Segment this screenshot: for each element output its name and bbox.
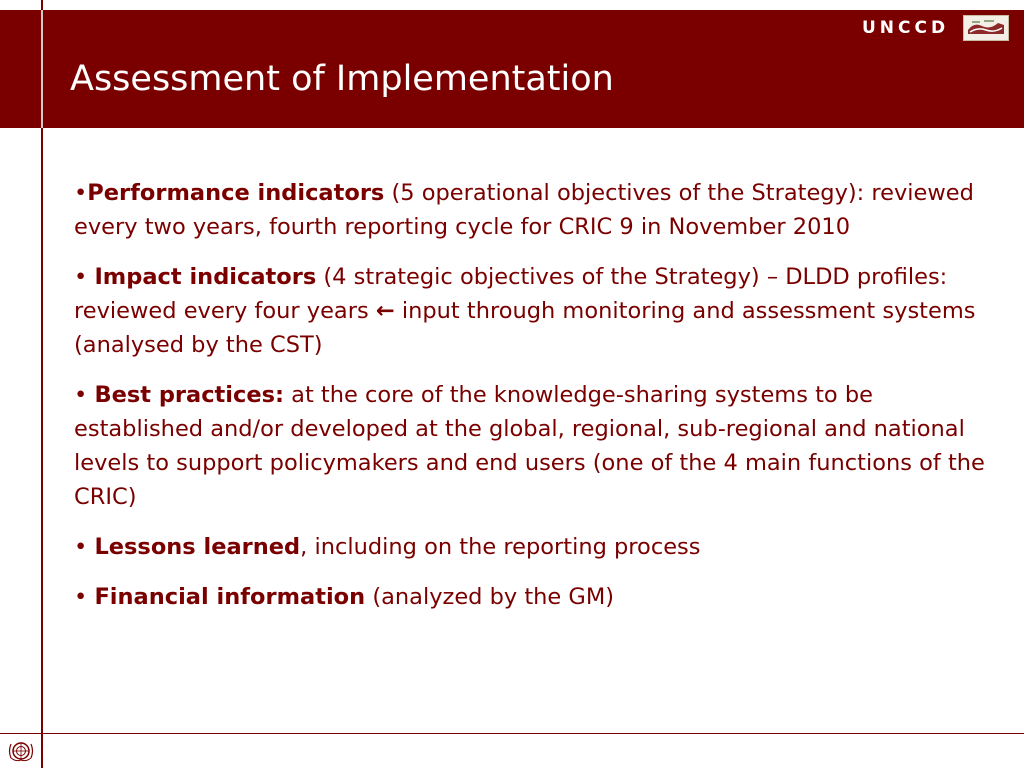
bullet-marker: • (74, 534, 95, 560)
bullet-marker: • (74, 264, 95, 290)
un-emblem-icon (6, 738, 36, 764)
bullet-term: Performance indicators (87, 180, 385, 206)
list-item (74, 378, 989, 514)
bullet-term: Best practices: (94, 382, 285, 408)
list-item (74, 260, 989, 362)
bullet-list (74, 176, 989, 630)
list-item (74, 530, 989, 564)
bullet-text: (4 strategic objectives of the Strategy) – DLDD profiles: reviewed every four years (74, 264, 948, 324)
vertical-rule-header (41, 10, 43, 128)
footer-rule (0, 733, 1024, 734)
arrow-left-icon: ← (375, 298, 395, 324)
bullet-text: at the core of the knowledge-sharing systems to be established and/or developed at the global, regional, sub-regional and national levels to support policymakers and end users (one of the 4 main functions of the CRIC) (74, 382, 985, 510)
list-item (74, 176, 989, 244)
bullet-text: (5 operational objectives of the Strategy): reviewed every two years, fourth reporting cycle for CRIC 9 in November 2010 (74, 180, 974, 240)
bullet-text: , including on the reporting process (300, 534, 701, 560)
top-strip (0, 0, 1024, 10)
unccd-flag-icon (963, 15, 1009, 41)
bullet-marker: • (74, 584, 95, 610)
bullet-term: Financial information (94, 584, 366, 610)
bullet-marker: • (74, 180, 88, 206)
bullet-term: Impact indicators (94, 264, 317, 290)
brand-logo-text: UNCCD (862, 18, 950, 38)
bullet-text-continued: input through monitoring and assessment systems (analysed by the CST) (74, 298, 976, 358)
bullet-text: (analyzed by the GM) (365, 584, 615, 610)
bullet-term: Lessons learned (94, 534, 301, 560)
list-item (74, 580, 989, 614)
bullet-marker: • (74, 382, 95, 408)
slide-title: Assessment of Implementation (70, 59, 614, 99)
